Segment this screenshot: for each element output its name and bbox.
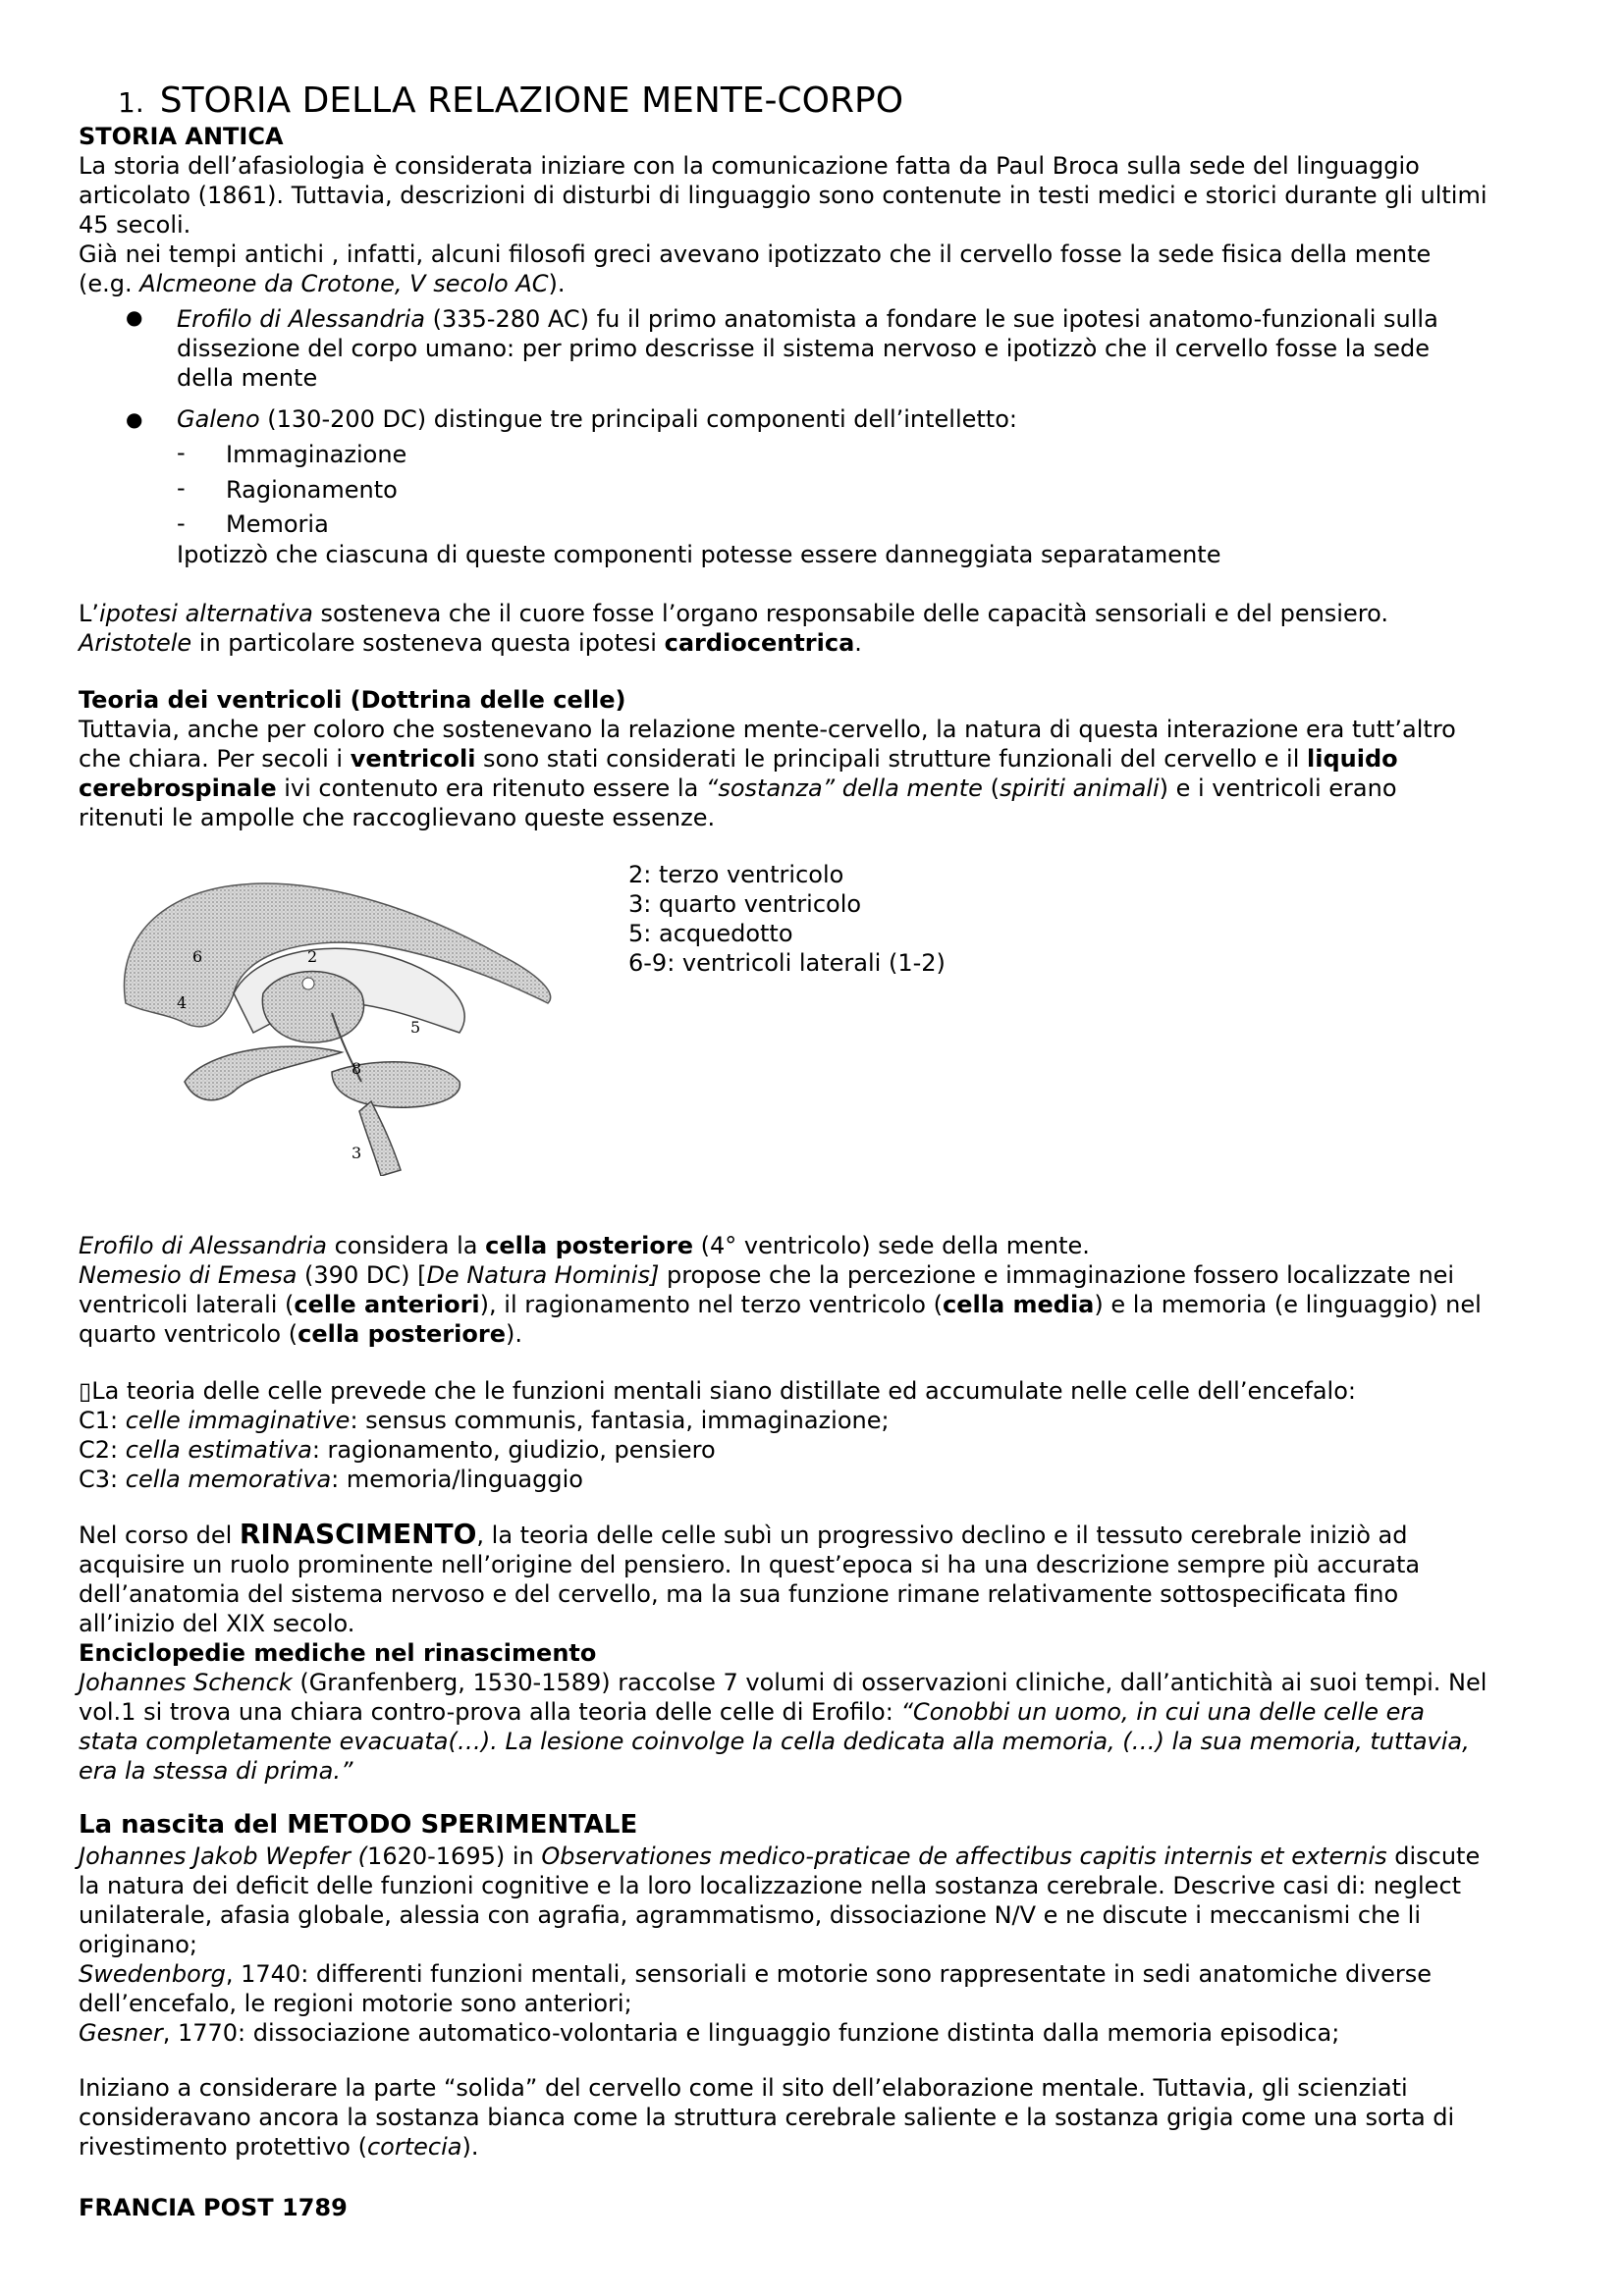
text-line: articolato (1861). Tuttavia, descrizioni di disturbi di linguaggio sono contenute in testi medici e storici durante gli ultimi bbox=[79, 182, 1488, 209]
dash-icon: - bbox=[177, 509, 186, 537]
section-heading-enciclopedie: Enciclopedie mediche nel rinascimento bbox=[79, 1639, 597, 1667]
figure-label: 4 bbox=[177, 993, 188, 1012]
ventricles-illustration bbox=[86, 846, 605, 1176]
list-item: Immaginazione bbox=[226, 441, 407, 468]
legend-item: 6-9: ventricoli laterali (1-2) bbox=[628, 949, 946, 977]
title-number: 1. bbox=[118, 86, 144, 119]
legend-item: 5: acquedotto bbox=[628, 920, 793, 947]
figure-label: 8 bbox=[352, 1059, 362, 1078]
paragraph-solida: Iniziano a considerare la parte “solida” del cervello come il sito dell’elaborazione mentale. Tuttavia, gli scienziati consideravano ancora la sostanza bianca come la struttura cerebrale saliente e la sostanza grigia come una sorta di rivestimento protettivo (cortecia). bbox=[79, 2074, 1455, 2161]
figure-label: 2 bbox=[307, 947, 318, 966]
paragraph-metodo: Johannes Jakob Wepfer (1620-1695) in Observationes medico-praticae de affectibus capitis internis et externis discute la natura dei deficit delle funzioni cognitive e la loro localizzazione nella sostanza cerebrale. Descrive casi di: neglect unilaterale, afasia globale, alessia con agrafia, agrammatismo, dissociazione N/V e ne discute i meccanismi che li originano; Swedenborg, 1740: differenti funzioni mentali, sensoriali e motorie sono rappresentate in sedi anatomiche diverse dell’encefalo, le regioni motorie sono anteriori; Gesner, 1770: dissociazione automatico-volontaria e linguaggio funzione distinta dalla memoria episodica; bbox=[79, 1842, 1481, 2047]
bullet-galeno: Galeno (130-200 DC) distingue tre principali componenti dell’intelletto: bbox=[177, 405, 1017, 433]
list-item: Ragionamento bbox=[226, 476, 398, 504]
text-line: La storia dell’afasiologia è considerata iniziare con la comunicazione fatta da Paul Broca sulla sede del linguaggio bbox=[79, 152, 1420, 180]
bullet-erofilo: Erofilo di Alessandria (335-280 AC) fu il primo anatomista a fondare le sue ipotesi anatomo-funzionali sulla dissezione del corpo umano: per primo descrisse il sistema nervoso e ipotizzò che il cervello fosse la sede della mente bbox=[177, 305, 1438, 392]
paragraph-celle: ▯La teoria delle celle prevede che le funzioni mentali siano distillate ed accumulate nelle celle dell’encefalo: C1: celle immaginative: sensus communis, fantasia, immaginazione; C2: cella estimativa: ragionamento, giudizio, pensiero C3: cella memorativa: memoria/linguaggio bbox=[79, 1377, 1356, 1493]
list-item: Memoria bbox=[226, 510, 329, 538]
legend-item: 3: quarto ventricolo bbox=[628, 890, 862, 918]
figure-label: 5 bbox=[410, 1018, 421, 1037]
paragraph-broca bbox=[79, 151, 1544, 240]
arrow-icon: ▯ bbox=[79, 1377, 92, 1405]
paragraph-greci bbox=[79, 240, 1544, 298]
figure-legend bbox=[628, 860, 946, 978]
bullet-icon: ● bbox=[126, 407, 143, 431]
title-text: STORIA DELLA RELAZIONE MENTE-CORPO bbox=[159, 80, 904, 121]
section-heading-francia: FRANCIA POST 1789 bbox=[79, 2194, 348, 2221]
dash-icon: - bbox=[177, 439, 186, 466]
page-title bbox=[118, 80, 903, 124]
paragraph-rinascimento: Nel corso del RINASCIMENTO, la teoria delle celle subì un progressivo declino e il tessuto cerebrale iniziò ad acquisire un ruolo prominente nell’origine del pensiero. In quest’epoca si ha una descrizione sempre più accurata dell’anatomia del sistema nervoso e del cervello, ma la sua funzione rimane relativamente sottospecificata fino all’inizio del XIX secolo. Enciclopedie mediche nel rinascimento Johannes Schenck (Granfenberg, 1530-1589) raccolse 7 volumi di osservazioni cliniche, dall’antichità ai suoi tempi. Nel vol.1 si trova una chiara contro-prova alla teoria delle celle di Erofilo: “Conobbi un uomo, in cui una delle celle era stata completamente evacuata(…). La lesione coinvolge la cella dedicata alla memoria, (…) la sua memoria, tuttavia, era la stessa di prima.” bbox=[79, 1520, 1544, 1786]
text-line: (e.g. Alcmeone da Crotone, V secolo AC). bbox=[79, 270, 566, 297]
paragraph-ventricoli: Tuttavia, anche per coloro che sostenevano la relazione mente-cervello, la natura di questa interazione era tutt’altro che chiara. Per secoli i ventricoli sono stati considerati le principali strutture funzionali del cervello e il liquido cerebrospinale ivi contenuto era ritenuto essere la “sostanza” della mente (spiriti animali) e i ventricoli erano ritenuti le ampolle che raccoglievano queste essenze. bbox=[79, 716, 1456, 831]
section-heading-storia-antica: STORIA ANTICA bbox=[79, 123, 284, 150]
legend-item: 2: terzo ventricolo bbox=[628, 861, 844, 888]
text-line: Già nei tempi antichi , infatti, alcuni filosofi greci avevano ipotizzato che il cervello fosse la sede fisica della mente bbox=[79, 240, 1432, 268]
figure-label: 6 bbox=[192, 947, 203, 966]
bullet-icon: ● bbox=[126, 305, 143, 329]
section-heading-metodo: La nascita del METODO SPERIMENTALE bbox=[79, 1810, 638, 1840]
galeno-note: Ipotizzò che ciascuna di queste componenti potesse essere danneggiata separatamente bbox=[177, 541, 1221, 568]
dash-icon: - bbox=[177, 474, 186, 502]
paragraph-erofilo-nemesio: Erofilo di Alessandria considera la cella posteriore (4° ventricolo) sede della mente. Nemesio di Emesa (390 DC) [De Natura Hominis] propose che la percezione e immaginazione fossero localizzate nei ventricoli laterali (celle anteriori), il ragionamento nel terzo ventricolo (cella media) e la memoria (e linguaggio) nel quarto ventricolo (cella posteriore). bbox=[79, 1232, 1482, 1348]
text-line: 45 secoli. bbox=[79, 211, 191, 239]
section-heading-ventricoli: Teoria dei ventricoli (Dottrina delle celle) bbox=[79, 686, 626, 714]
paragraph-alternativa: L’ipotesi alternativa sosteneva che il cuore fosse l’organo responsabile delle capacità sensoriali e del pensiero. Aristotele in particolare sosteneva questa ipotesi cardiocentrica. bbox=[79, 600, 1388, 657]
ventricles-drawing bbox=[86, 846, 605, 1176]
figure-label: 3 bbox=[352, 1144, 362, 1162]
